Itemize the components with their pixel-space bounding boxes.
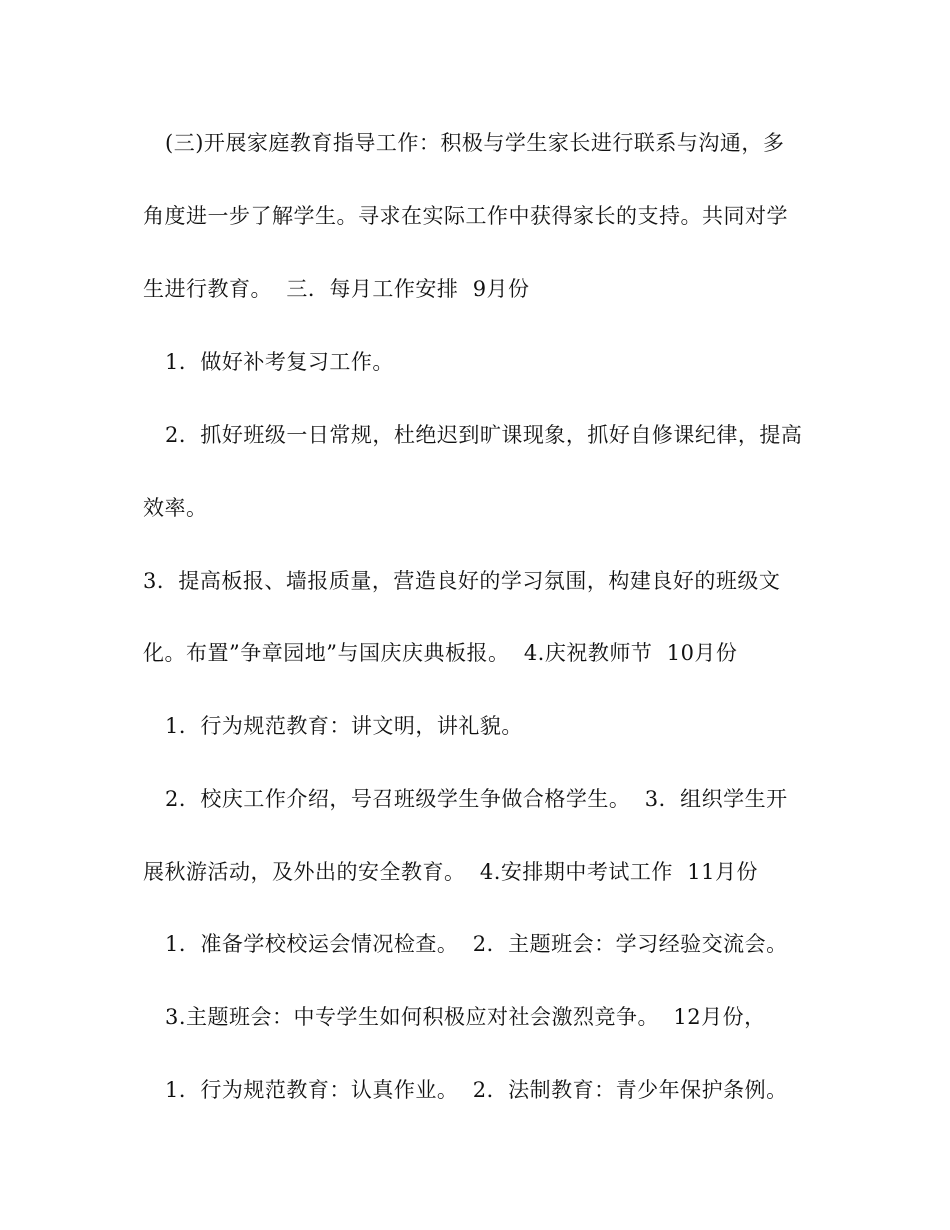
paragraph-line-1: (三)开展家庭教育指导工作：积极与学生家长进行联系与沟通，多 <box>165 131 785 155</box>
paragraph-line-5: 2．抓好班级一日常规，杜绝迟到旷课现象，抓好自修课纪律，提高 <box>165 423 803 447</box>
paragraph-line-11: 展秋游活动，及外出的安全教育。 4.安排期中考试工作 11月份 <box>143 860 758 884</box>
paragraph-line-12: 1．准备学校校运会情况检查。 2．主题班会：学习经验交流会。 <box>165 932 788 956</box>
paragraph-line-9: 1．行为规范教育：讲文明，讲礼貌。 <box>165 714 523 738</box>
paragraph-line-2: 角度进一步了解学生。寻求在实际工作中获得家长的支持。共同对学 <box>143 204 788 228</box>
paragraph-line-8: 化。布置”争章园地”与国庆庆典板报。 4.庆祝教师节 10月份 <box>143 641 738 665</box>
paragraph-line-4: 1．做好补考复习工作。 <box>165 350 394 374</box>
paragraph-line-14: 1．行为规范教育：认真作业。 2．法制教育：青少年保护条例。 <box>165 1078 788 1102</box>
paragraph-line-13: 3.主题班会：中专学生如何积极应对社会激烈竞争。 12月份， <box>165 1005 766 1029</box>
paragraph-line-6: 效率。 <box>143 496 208 520</box>
paragraph-line-10: 2．校庆工作介绍，号召班级学生争做合格学生。 3．组织学生开 <box>165 787 788 811</box>
paragraph-line-3: 生进行教育。 三．每月工作安排 9月份 <box>143 277 530 301</box>
paragraph-line-7: 3．提高板报、墙报质量，营造良好的学习氛围，构建良好的班级文 <box>143 569 781 593</box>
